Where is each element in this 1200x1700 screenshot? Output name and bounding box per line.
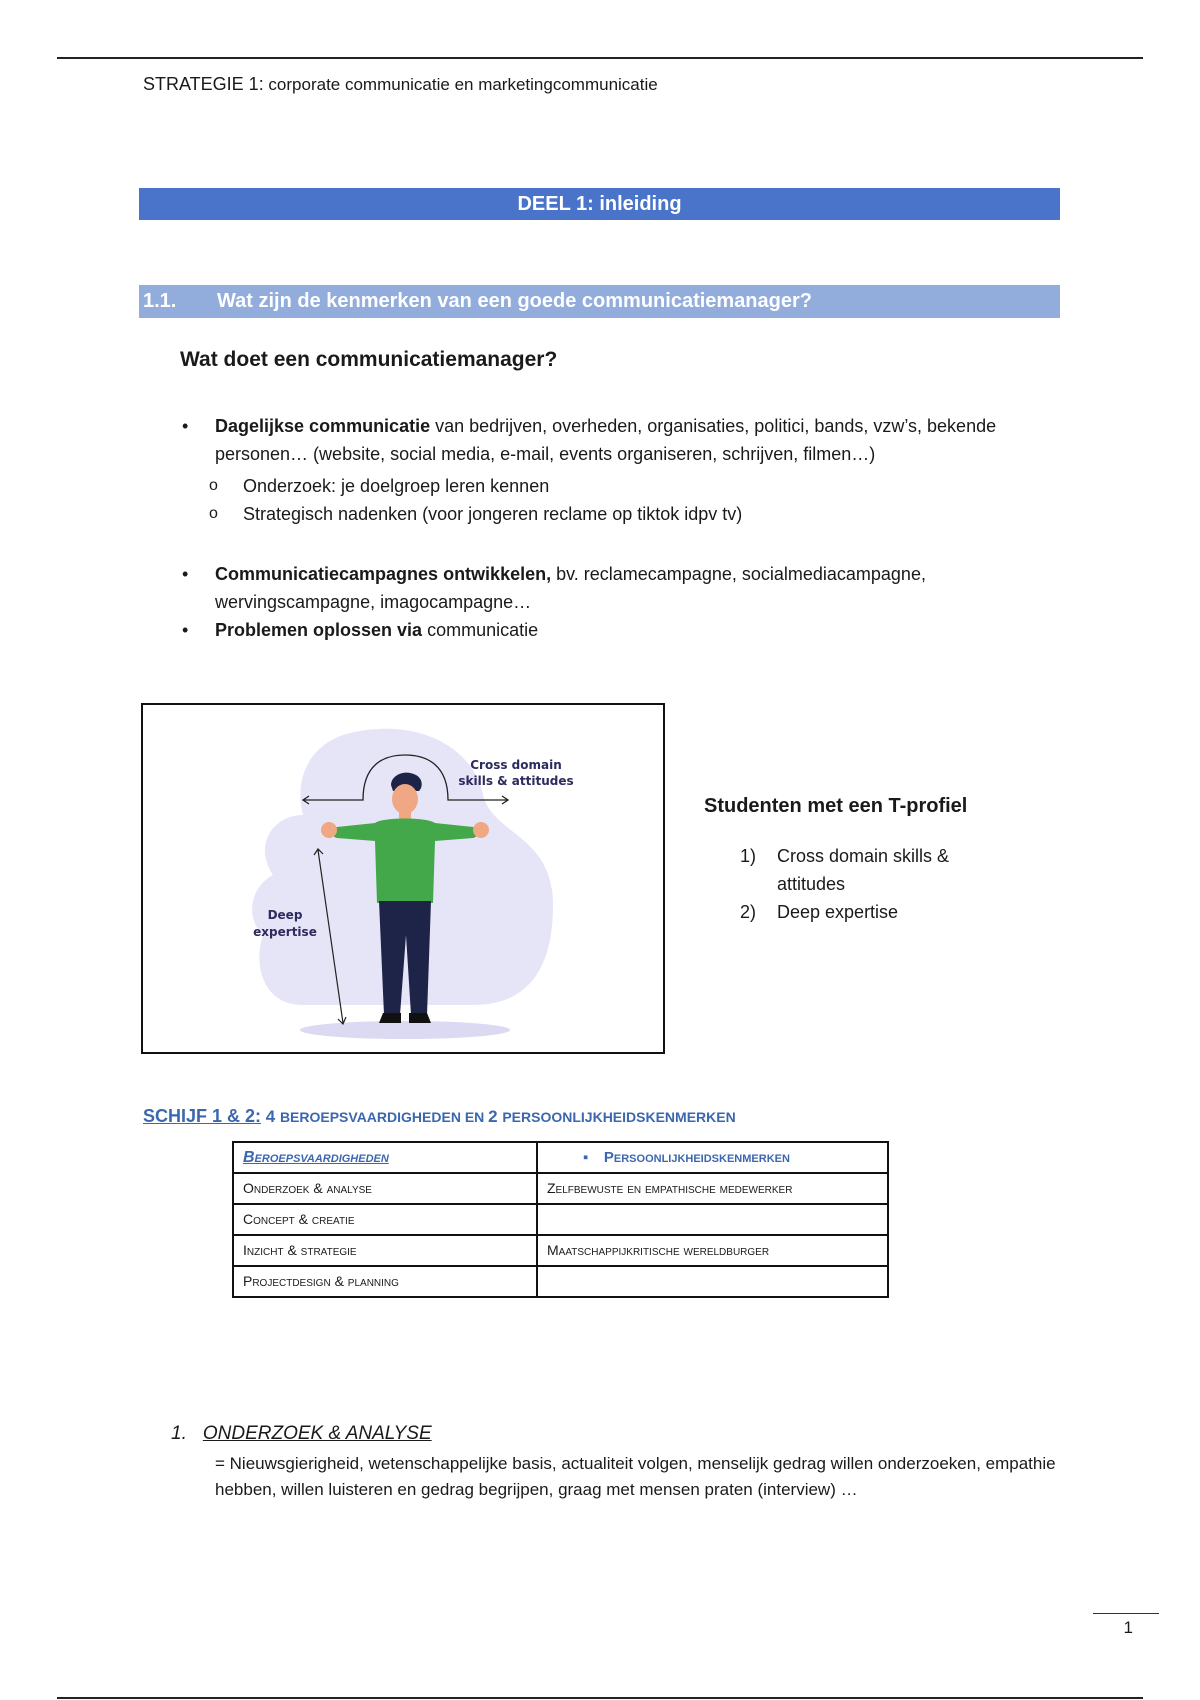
t-profile-list <box>740 842 1007 926</box>
t-profile-title: Studenten met een T-profiel <box>704 795 968 817</box>
table-cell: Projectdesign & planning <box>233 1266 537 1297</box>
label-cross-domain: Cross domain <box>470 758 562 772</box>
list-item <box>180 412 1060 468</box>
table-cell <box>537 1266 888 1297</box>
section-number: 1.1. <box>143 290 177 312</box>
t-profile-illustration <box>141 703 665 1054</box>
header-beroepsvaardigheden: Beroepsvaardigheden <box>243 1149 389 1166</box>
running-header-rest: corporate communicatie en marketingcommunicatie <box>263 75 658 94</box>
bullet-list-1 <box>180 412 1060 468</box>
item-text: Cross domain skills & attitudes <box>777 846 950 894</box>
bullet-list-2 <box>180 560 1030 644</box>
bullet-icon: • <box>182 620 189 640</box>
table-row <box>233 1204 888 1235</box>
footer-rule <box>57 1697 1143 1699</box>
table-header-cell <box>233 1142 537 1173</box>
schijf-num2: 2 <box>488 1107 503 1126</box>
table-cell <box>537 1204 888 1235</box>
table-cell: Concept & creatie <box>233 1204 537 1235</box>
table-cell: Zelfbewuste en empathische medewerker <box>537 1173 888 1204</box>
table-row <box>233 1173 888 1204</box>
sub-item-text: Strategisch nadenken (voor jongeren reclame op tiktok idpv tv) <box>243 504 743 524</box>
list-item <box>740 898 1007 926</box>
question-heading: Wat doet een communicatiemanager? <box>180 348 558 371</box>
label-skills-attitudes: skills & attitudes <box>458 774 574 788</box>
item-number: 2) <box>740 902 757 922</box>
bullet-bold: Problemen oplossen via <box>215 620 423 640</box>
table-cell: Inzicht & strategie <box>233 1235 537 1266</box>
label-expertise: expertise <box>253 925 317 939</box>
circle-bullet-icon: o <box>209 477 218 494</box>
label-deep: Deep <box>267 908 303 922</box>
square-bullet-icon: ▪ <box>583 1149 589 1166</box>
item-number: 1) <box>740 846 757 866</box>
list-item <box>180 616 1030 644</box>
section-title: Wat zijn de kenmerken van een goede communicatiemanager? <box>217 290 812 312</box>
circle-bullet-icon: o <box>209 505 218 522</box>
schijf-heading <box>143 1106 736 1127</box>
schijf-lead: SCHIJF 1 & 2: <box>143 1106 262 1126</box>
list-item <box>180 500 742 528</box>
bullet-text: communicatie <box>422 620 539 640</box>
skills-table <box>232 1141 889 1298</box>
table-row <box>233 1266 888 1297</box>
point-1-text: = Nieuwsgierigheid, wetenschappelijke basis, actualiteit volgen, menselijk gedrag willen onderzoeken, empathie hebben, willen luisteren en gedrag begrijpen, graag met mensen praten (interview) … <box>215 1454 1056 1499</box>
bullet-text: van bedrijven, overheden, organisaties, politici, bands, vzw’s, bekende personen… (website, social media, e-mail, events organiseren, schrijven, filmen…) <box>215 416 997 464</box>
list-item <box>180 560 1030 616</box>
table-cell: Maatschappijkritische wereldburger <box>537 1235 888 1266</box>
header-persoonlijkheidskenmerken: Persoonlijkheidskenmerken <box>603 1149 790 1166</box>
running-header-strong: STRATEGIE 1: <box>143 74 264 94</box>
table-cell: Onderzoek & analyse <box>233 1173 537 1204</box>
table-row <box>233 1235 888 1266</box>
t-profile-figure-svg <box>143 705 663 1052</box>
list-item <box>180 472 742 500</box>
point-1-title: ONDERZOEK & ANALYSE <box>202 1423 432 1444</box>
schijf-end: PERSOONLIJKHEIDSKENMERKEN <box>502 1109 736 1125</box>
item-text: Deep expertise <box>777 902 899 922</box>
table-header-cell <box>537 1142 888 1173</box>
list-item <box>740 842 1007 898</box>
floor-shadow <box>300 1021 510 1039</box>
point-1-heading <box>171 1423 432 1445</box>
section-heading <box>139 285 1060 318</box>
point-1-number: 1. <box>171 1423 187 1444</box>
page-number: 1 <box>1093 1613 1159 1638</box>
bullet-icon: • <box>182 416 189 436</box>
schijf-num4: 4 <box>261 1107 280 1126</box>
sub-item-text: Onderzoek: je doelgroep leren kennen <box>243 476 550 496</box>
schijf-mid: BEROEPSVAARDIGHEDEN EN <box>279 1109 489 1125</box>
running-header <box>143 74 658 95</box>
arrow-right-icon <box>498 796 508 804</box>
part-heading: DEEL 1: inleiding <box>139 188 1060 220</box>
header-rule <box>57 57 1143 59</box>
table-header-row <box>233 1142 888 1173</box>
sub-list <box>180 472 742 528</box>
bullet-icon: • <box>182 564 189 584</box>
bullet-text: bv. reclamecampagne, socialmediacampagne, wervingscampagne, imagocampagne… <box>215 564 926 612</box>
bullet-bold: Dagelijkse communicatie <box>215 416 431 436</box>
bullet-bold: Communicatiecampagnes ontwikkelen, <box>215 564 552 584</box>
